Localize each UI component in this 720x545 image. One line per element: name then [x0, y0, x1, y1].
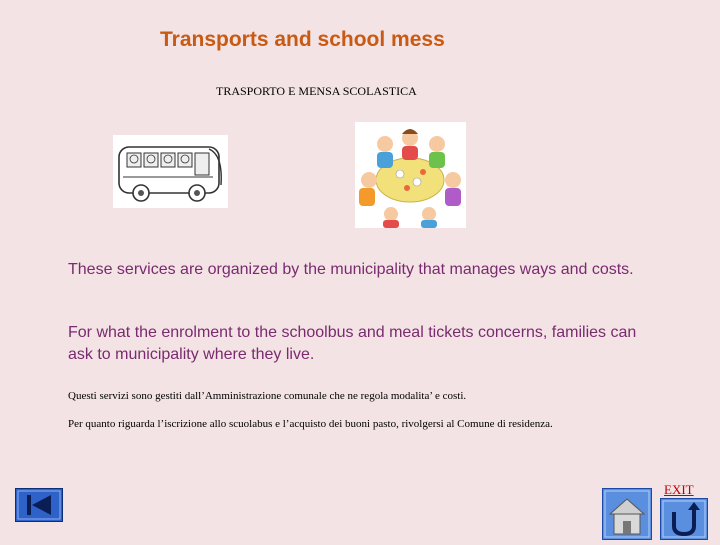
english-paragraph-1: These services are organized by the municipality that manages ways and costs. [68, 261, 634, 278]
page-subtitle: TRASPORTO E MENSA SCOLASTICA [216, 84, 417, 98]
home-button[interactable] [602, 488, 652, 540]
return-button[interactable] [660, 498, 708, 540]
school-bus-image [113, 135, 228, 208]
children-eating-image [355, 122, 466, 228]
page-title: Transports and school mess [160, 28, 445, 51]
italian-paragraph-2: Per quanto riguarda l’iscrizione allo scuolabus e l’acquisto dei buoni pasto, rivolgersi al Comune di residenza. [68, 418, 553, 430]
home-icon [602, 488, 652, 540]
back-button[interactable] [15, 488, 63, 522]
return-icon [660, 498, 708, 540]
italian-paragraph-1: Questi servizi sono gestiti dall’Amministrazione comunale che ne regola modalita’ e costi. [68, 390, 467, 402]
english-paragraph-2: For what the enrolment to the schoolbus and meal tickets concerns, families can ask to municipality where they live. [68, 324, 637, 363]
skip-back-icon [15, 488, 63, 522]
exit-link[interactable]: EXIT [664, 482, 694, 497]
